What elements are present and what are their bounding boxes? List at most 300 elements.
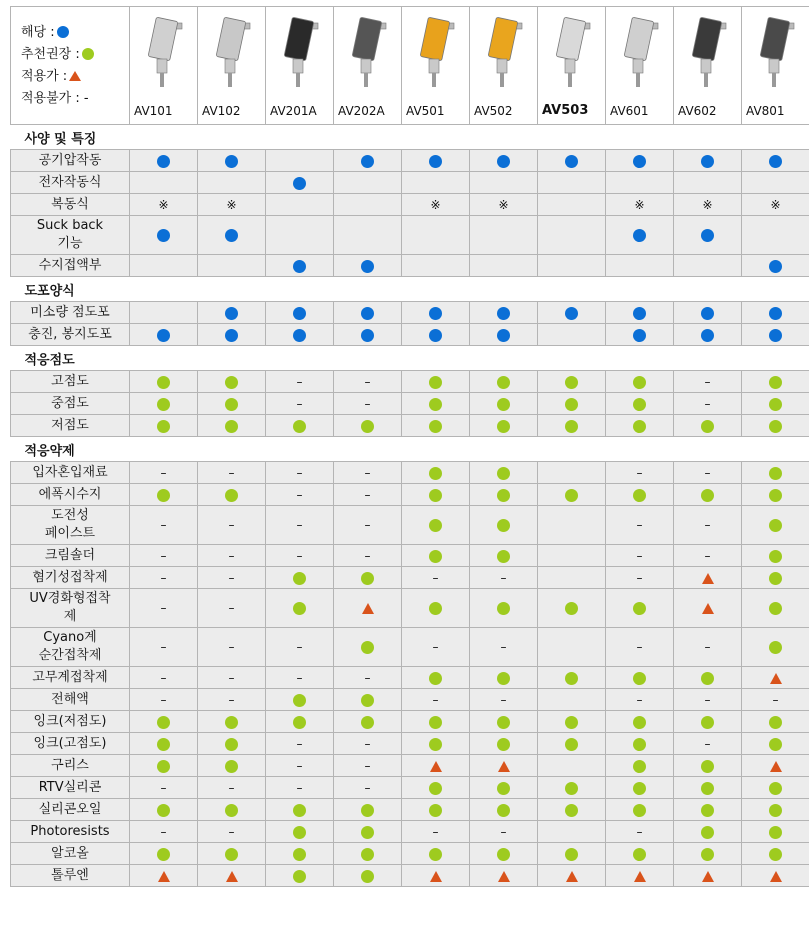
table-cell	[606, 799, 674, 821]
cell-symbol: –	[296, 640, 303, 654]
green-dot-icon	[701, 760, 714, 773]
table-cell	[674, 689, 742, 711]
table-cell	[402, 589, 470, 628]
blue-dot-icon	[225, 329, 238, 342]
blue-dot-icon	[361, 329, 374, 342]
green-dot-icon	[633, 398, 646, 411]
row-label: RTV실리콘	[11, 777, 130, 799]
table-cell	[266, 371, 334, 393]
green-dot-icon	[429, 519, 442, 532]
orange-triangle-icon	[702, 871, 714, 882]
cell-symbol: –	[500, 692, 507, 707]
green-dot-icon	[429, 848, 442, 861]
blue-dot-icon	[633, 229, 646, 242]
cell-symbol: –	[296, 518, 303, 532]
table-row	[11, 711, 809, 733]
table-cell	[266, 302, 334, 324]
green-dot-icon	[429, 804, 442, 817]
cell-symbol: –	[228, 601, 235, 615]
table-cell	[130, 216, 198, 255]
table-cell	[334, 689, 402, 711]
table-cell	[742, 216, 809, 255]
table-row	[11, 799, 809, 821]
table-cell	[402, 415, 470, 437]
table-cell	[470, 255, 538, 277]
table-cell	[470, 733, 538, 755]
table-cell	[470, 393, 538, 415]
table-cell	[470, 545, 538, 567]
table-cell	[742, 667, 809, 689]
table-cell	[334, 216, 402, 255]
table-cell	[470, 415, 538, 437]
green-dot-icon	[769, 641, 782, 654]
blue-dot-icon	[701, 229, 714, 242]
table-cell	[538, 567, 606, 589]
table-cell	[130, 194, 198, 216]
cell-symbol: –	[704, 692, 711, 707]
cell-symbol: –	[704, 374, 711, 389]
table-cell	[198, 545, 266, 567]
table-cell	[334, 393, 402, 415]
cell-symbol: –	[636, 548, 643, 563]
green-dot-icon	[497, 467, 510, 480]
row-label: UV경화형접착 제	[11, 589, 130, 628]
table-cell	[470, 589, 538, 628]
orange-triangle-icon	[430, 761, 442, 772]
table-cell	[470, 755, 538, 777]
table-cell	[402, 324, 470, 346]
blue-dot-icon	[701, 329, 714, 342]
green-dot-icon	[225, 376, 238, 389]
blue-dot-icon	[57, 26, 69, 38]
green-dot-icon	[497, 420, 510, 433]
table-cell	[198, 628, 266, 667]
table-cell	[334, 667, 402, 689]
green-dot-icon	[157, 398, 170, 411]
table-cell	[266, 821, 334, 843]
table-cell	[606, 755, 674, 777]
table-cell	[402, 667, 470, 689]
blue-dot-icon	[361, 155, 374, 168]
green-dot-icon	[565, 804, 578, 817]
blue-dot-icon	[565, 307, 578, 320]
table-row	[11, 733, 809, 755]
table-cell	[674, 589, 742, 628]
table-cell	[334, 172, 402, 194]
table-cell	[130, 172, 198, 194]
table-cell	[266, 216, 334, 255]
green-dot-icon	[293, 420, 306, 433]
cell-symbol: ※	[634, 197, 645, 212]
table-cell	[266, 150, 334, 172]
table-cell	[266, 843, 334, 865]
cell-symbol: –	[296, 396, 303, 411]
table-cell	[402, 506, 470, 545]
table-cell	[198, 462, 266, 484]
table-cell	[470, 628, 538, 667]
green-dot-icon	[565, 602, 578, 615]
table-cell	[198, 415, 266, 437]
table-cell	[742, 194, 809, 216]
table-cell	[606, 172, 674, 194]
table-cell	[674, 302, 742, 324]
table-cell	[538, 865, 606, 887]
blue-dot-icon	[497, 329, 510, 342]
row-label: 수지접액부	[11, 255, 130, 277]
green-dot-icon	[497, 398, 510, 411]
section-title: 도포양식	[11, 277, 809, 302]
green-dot-icon	[293, 826, 306, 839]
table-cell	[742, 733, 809, 755]
table-cell	[470, 667, 538, 689]
green-dot-icon	[633, 848, 646, 861]
table-cell	[606, 843, 674, 865]
table-cell	[402, 194, 470, 216]
table-cell	[334, 484, 402, 506]
valve-product-icon	[686, 13, 730, 91]
table-cell	[470, 194, 538, 216]
row-label: 잉크(고점도)	[11, 733, 130, 755]
table-cell	[538, 689, 606, 711]
cell-symbol: –	[296, 465, 303, 480]
row-label: 크림솔더	[11, 545, 130, 567]
cell-symbol: –	[432, 640, 439, 654]
table-cell	[198, 150, 266, 172]
table-cell	[538, 843, 606, 865]
orange-triangle-icon	[158, 871, 170, 882]
table-cell	[198, 393, 266, 415]
blue-dot-icon	[769, 155, 782, 168]
cell-symbol: –	[228, 780, 235, 795]
table-cell	[266, 689, 334, 711]
table-cell	[266, 462, 334, 484]
row-label: 혐기성접착제	[11, 567, 130, 589]
table-cell	[674, 567, 742, 589]
cell-symbol: –	[160, 824, 167, 839]
table-cell	[742, 589, 809, 628]
row-label: 도전성 페이스트	[11, 506, 130, 545]
green-dot-icon	[497, 804, 510, 817]
cell-symbol: –	[228, 692, 235, 707]
cell-symbol: –	[364, 374, 371, 389]
green-dot-icon	[361, 716, 374, 729]
table-cell	[674, 255, 742, 277]
green-dot-icon	[293, 694, 306, 707]
green-dot-icon	[701, 716, 714, 729]
green-dot-icon	[429, 782, 442, 795]
table-cell	[130, 843, 198, 865]
green-dot-icon	[565, 489, 578, 502]
cell-symbol: –	[636, 692, 643, 707]
blue-dot-icon	[225, 307, 238, 320]
cell-symbol: –	[364, 548, 371, 563]
table-cell	[130, 821, 198, 843]
row-label: 미소량 점도포	[11, 302, 130, 324]
green-dot-icon	[361, 826, 374, 839]
table-cell	[606, 302, 674, 324]
cell-symbol: –	[296, 780, 303, 795]
table-row	[11, 371, 809, 393]
legend-usable: 적용가 :	[21, 66, 129, 88]
orange-triangle-icon	[498, 761, 510, 772]
table-cell	[198, 255, 266, 277]
green-dot-icon	[157, 420, 170, 433]
table-cell	[198, 216, 266, 255]
table-cell	[742, 628, 809, 667]
table-cell	[402, 821, 470, 843]
table-cell	[334, 821, 402, 843]
table-cell	[334, 545, 402, 567]
green-dot-icon	[701, 489, 714, 502]
table-cell	[130, 733, 198, 755]
cell-symbol: –	[636, 640, 643, 654]
green-dot-icon	[633, 420, 646, 433]
table-cell	[606, 462, 674, 484]
table-cell	[130, 415, 198, 437]
table-cell	[538, 733, 606, 755]
blue-dot-icon	[157, 229, 170, 242]
cell-symbol: –	[364, 396, 371, 411]
table-cell	[538, 799, 606, 821]
section-row	[11, 346, 809, 371]
table-cell	[742, 799, 809, 821]
table-cell	[674, 462, 742, 484]
green-dot-icon	[769, 716, 782, 729]
cell-symbol: –	[432, 824, 439, 839]
valve-product-icon	[482, 13, 526, 91]
table-cell	[470, 711, 538, 733]
table-cell	[334, 255, 402, 277]
table-row	[11, 545, 809, 567]
product-name: AV601	[610, 104, 649, 118]
cell-symbol: –	[364, 465, 371, 480]
table-cell	[674, 799, 742, 821]
green-dot-icon	[361, 694, 374, 707]
cell-symbol: –	[160, 465, 167, 480]
table-cell	[402, 393, 470, 415]
green-dot-icon	[497, 602, 510, 615]
valve-product-icon	[278, 13, 322, 91]
cell-symbol: ※	[770, 197, 781, 212]
table-cell	[538, 755, 606, 777]
table-cell	[538, 506, 606, 545]
green-dot-icon	[157, 376, 170, 389]
cell-symbol: –	[636, 465, 643, 480]
table-cell	[538, 216, 606, 255]
product-name: AV502	[474, 104, 513, 118]
orange-triangle-icon	[566, 871, 578, 882]
green-dot-icon	[225, 848, 238, 861]
orange-triangle-icon	[770, 871, 782, 882]
table-cell	[674, 545, 742, 567]
row-label: 잉크(저점도)	[11, 711, 130, 733]
table-row	[11, 462, 809, 484]
green-dot-icon	[361, 804, 374, 817]
green-dot-icon	[225, 398, 238, 411]
table-cell	[130, 865, 198, 887]
table-cell	[198, 689, 266, 711]
green-dot-icon	[82, 48, 94, 60]
table-cell	[402, 216, 470, 255]
table-cell	[538, 628, 606, 667]
table-cell	[130, 799, 198, 821]
table-cell	[130, 484, 198, 506]
cell-symbol: –	[296, 736, 303, 751]
blue-dot-icon	[293, 260, 306, 273]
green-dot-icon	[701, 826, 714, 839]
table-cell	[538, 589, 606, 628]
table-cell	[470, 799, 538, 821]
green-dot-icon	[497, 716, 510, 729]
product-header-av101	[130, 7, 198, 125]
table-cell	[266, 415, 334, 437]
table-cell	[606, 865, 674, 887]
cell-symbol: –	[704, 465, 711, 480]
cell-symbol: –	[364, 758, 371, 773]
table-cell	[470, 689, 538, 711]
green-dot-icon	[293, 870, 306, 883]
table-cell	[742, 255, 809, 277]
cell-symbol: –	[228, 670, 235, 685]
cell-symbol: ※	[498, 197, 509, 212]
table-cell	[470, 172, 538, 194]
blue-dot-icon	[429, 329, 442, 342]
table-cell	[606, 506, 674, 545]
table-cell	[674, 324, 742, 346]
green-dot-icon	[565, 716, 578, 729]
row-label: 저점도	[11, 415, 130, 437]
table-cell	[606, 393, 674, 415]
green-dot-icon	[565, 738, 578, 751]
cell-symbol: –	[296, 758, 303, 773]
table-cell	[674, 484, 742, 506]
table-cell	[130, 255, 198, 277]
section-title: 적응약제	[11, 437, 809, 462]
table-cell	[130, 777, 198, 799]
table-row	[11, 755, 809, 777]
cell-symbol: –	[500, 640, 507, 654]
cell-symbol: –	[500, 570, 507, 585]
table-cell	[674, 843, 742, 865]
table-row	[11, 172, 809, 194]
table-cell	[334, 462, 402, 484]
row-label: 공기압작동	[11, 150, 130, 172]
green-dot-icon	[225, 489, 238, 502]
product-name: AV101	[134, 104, 173, 118]
green-dot-icon	[565, 672, 578, 685]
green-dot-icon	[361, 641, 374, 654]
blue-dot-icon	[225, 229, 238, 242]
table-cell	[198, 194, 266, 216]
blue-dot-icon	[429, 307, 442, 320]
table-cell	[538, 545, 606, 567]
table-cell	[130, 462, 198, 484]
product-header-av202a	[334, 7, 402, 125]
table-cell	[334, 711, 402, 733]
orange-triangle-icon	[770, 761, 782, 772]
blue-dot-icon	[769, 260, 782, 273]
green-dot-icon	[633, 782, 646, 795]
table-cell	[402, 755, 470, 777]
table-cell	[470, 324, 538, 346]
valve-product-icon	[618, 13, 662, 91]
product-header-av501	[402, 7, 470, 125]
table-cell	[198, 172, 266, 194]
green-dot-icon	[497, 489, 510, 502]
table-cell	[742, 843, 809, 865]
cell-symbol: –	[704, 548, 711, 563]
blue-dot-icon	[157, 329, 170, 342]
table-cell	[674, 628, 742, 667]
table-cell	[266, 755, 334, 777]
table-row	[11, 506, 809, 545]
green-dot-icon	[225, 716, 238, 729]
green-dot-icon	[633, 804, 646, 817]
green-dot-icon	[633, 716, 646, 729]
table-row	[11, 689, 809, 711]
table-cell	[538, 150, 606, 172]
product-name: AV801	[746, 104, 785, 118]
green-dot-icon	[565, 848, 578, 861]
table-cell	[742, 462, 809, 484]
orange-triangle-icon	[430, 871, 442, 882]
green-dot-icon	[293, 572, 306, 585]
table-cell	[674, 194, 742, 216]
green-dot-icon	[769, 376, 782, 389]
green-dot-icon	[429, 398, 442, 411]
table-cell	[130, 506, 198, 545]
table-cell	[198, 865, 266, 887]
green-dot-icon	[157, 716, 170, 729]
table-cell	[402, 843, 470, 865]
cell-symbol: –	[432, 570, 439, 585]
green-dot-icon	[429, 489, 442, 502]
blue-dot-icon	[293, 177, 306, 190]
green-dot-icon	[497, 782, 510, 795]
table-cell	[266, 484, 334, 506]
table-cell	[266, 545, 334, 567]
blue-dot-icon	[225, 155, 238, 168]
table-cell	[606, 711, 674, 733]
green-dot-icon	[701, 782, 714, 795]
table-cell	[538, 484, 606, 506]
table-cell	[470, 567, 538, 589]
table-cell	[470, 216, 538, 255]
cell-symbol: ※	[702, 197, 713, 212]
green-dot-icon	[769, 804, 782, 817]
table-cell	[742, 821, 809, 843]
table-cell	[674, 667, 742, 689]
table-cell	[266, 628, 334, 667]
table-cell	[538, 821, 606, 843]
table-cell	[674, 216, 742, 255]
green-dot-icon	[497, 672, 510, 685]
green-dot-icon	[157, 760, 170, 773]
green-dot-icon	[157, 848, 170, 861]
valve-product-icon	[210, 13, 254, 91]
blue-dot-icon	[769, 307, 782, 320]
table-cell	[402, 777, 470, 799]
table-cell	[674, 150, 742, 172]
table-cell	[198, 799, 266, 821]
table-cell	[402, 799, 470, 821]
cell-symbol: –	[228, 640, 235, 654]
product-name: AV501	[406, 104, 445, 118]
row-label: 중점도	[11, 393, 130, 415]
table-cell	[674, 777, 742, 799]
table-cell	[402, 371, 470, 393]
table-cell	[606, 371, 674, 393]
